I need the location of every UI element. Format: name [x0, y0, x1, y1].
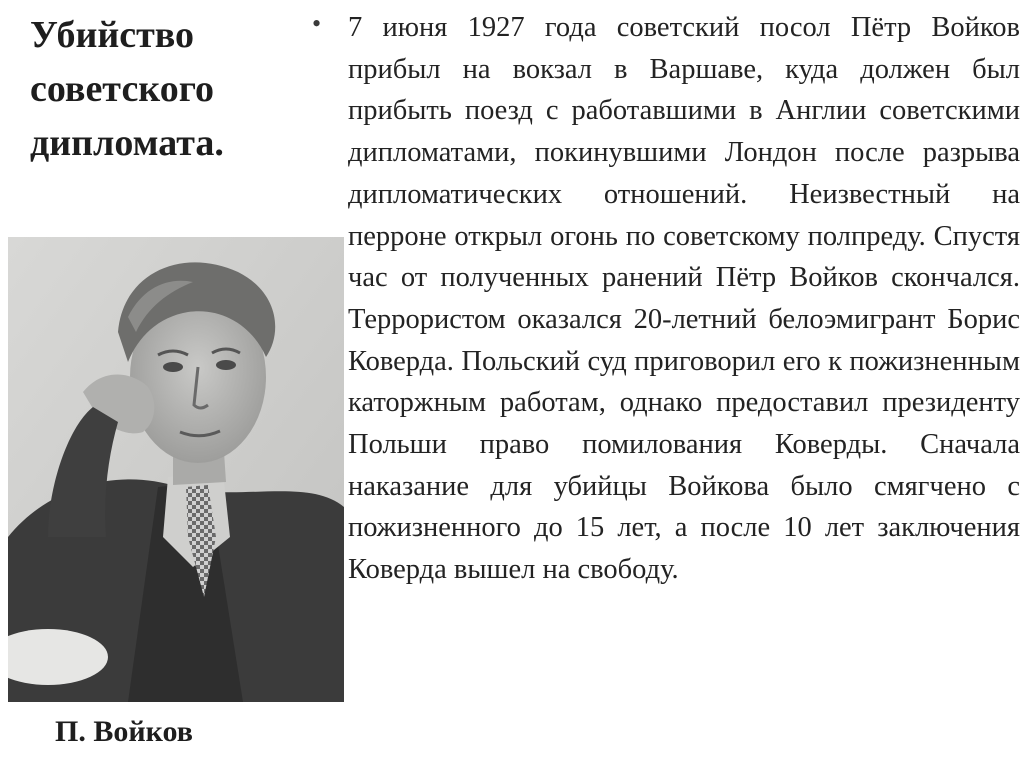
slide-title: Убийство советского дипломата. [30, 14, 224, 164]
bullet-marker: • [312, 9, 322, 38]
portrait-photo [8, 237, 344, 702]
bullet-paragraph: 7 июня 1927 года советский посол Пётр Войков прибыл на вокзал в Варшаве, куда должен был прибыть поезд с работавшими в Англии советскими дипломатами, покинувшими Лондон после разрыва дипломатических отношений. Неизвестный на перроне открыл огонь по советскому полпреду. Спустя час от полученных ранений Пётр Войков скончался. Террористом оказался 20-летний белоэмигрант Борис Коверда. Польский суд приговорил его к пожизненным каторжным работам, однако предоставил президенту Польши право помилования Коверды. Сначала наказание для убийцы Войкова было смягчено с пожизненного до 15 лет, а после 10 лет заключения Коверда вышел на свободу. [348, 12, 1020, 586]
photo-caption: П. Войков [55, 715, 193, 748]
